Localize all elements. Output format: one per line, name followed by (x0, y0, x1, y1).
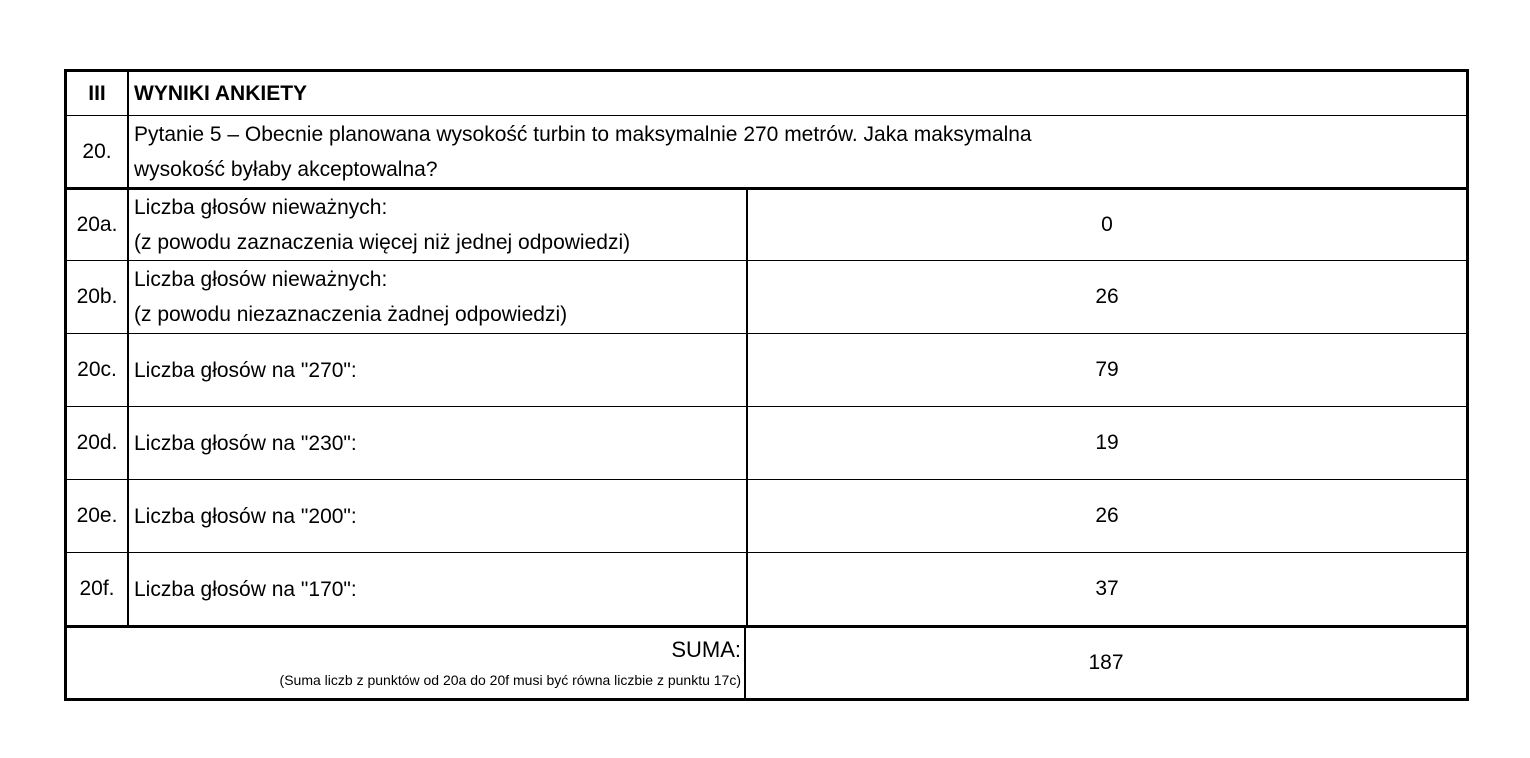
table-row-20a (67, 187, 1466, 260)
row-label-line-2: (z powodu niezaznaczenia żadnej odpowiedzi) (134, 303, 568, 326)
row-label (129, 553, 748, 625)
row-value: 37 (1095, 577, 1119, 600)
survey-results-table (64, 69, 1469, 701)
row-id: 20e. (67, 480, 129, 552)
row-label (129, 261, 748, 333)
question-text (129, 116, 1466, 187)
sum-row (67, 625, 1466, 698)
row-label-line-2: (z powodu zaznaczenia więcej niż jednej odpowiedzi) (134, 231, 631, 254)
section-header-row (67, 72, 1466, 115)
row-label-line-1: Liczba głosów nieważnych: (134, 268, 388, 291)
row-id: 20a. (67, 190, 129, 260)
row-id: 20f. (67, 553, 129, 625)
question-number: 20. (67, 116, 129, 187)
row-label-line-1: Liczba głosów na "270": (134, 358, 357, 382)
row-label-line-1: Liczba głosów na "170": (134, 577, 357, 601)
row-label-line-1: Liczba głosów na "230": (134, 431, 357, 455)
row-id: 20b. (67, 261, 129, 333)
row-label (129, 190, 748, 260)
table-row-20f (67, 552, 1466, 625)
table-row-20c (67, 333, 1466, 406)
row-id: 20d. (67, 407, 129, 479)
row-label-line-1: Liczba głosów nieważnych: (134, 196, 388, 219)
row-id: 20c. (67, 334, 129, 406)
table-row-20b (67, 260, 1466, 333)
sum-label: SUMA: (671, 637, 741, 662)
row-label (129, 407, 748, 479)
row-label (129, 334, 748, 406)
section-number: III (67, 72, 129, 115)
row-label-line-1: Liczba głosów na "200": (134, 504, 357, 528)
question-row (67, 115, 1466, 187)
sum-note: (Suma liczb z punktów od 20a do 20f musi być równa liczbie z punktu 17c) (279, 672, 741, 688)
row-value: 26 (1095, 285, 1119, 308)
question-line-1: Pytanie 5 – Obecnie planowana wysokość turbin to maksymalnie 270 metrów. Jaka maksymalna (134, 122, 1032, 146)
sum-label-cell (67, 628, 746, 698)
sum-value: 187 (1088, 651, 1124, 674)
row-label (129, 480, 748, 552)
section-title: WYNIKI ANKIETY (134, 82, 308, 105)
table-row-20e (67, 479, 1466, 552)
row-value: 79 (1095, 358, 1119, 381)
row-value: 0 (1101, 213, 1113, 236)
question-line-2: wysokość byłaby akceptowalna? (134, 157, 438, 181)
row-value: 26 (1095, 504, 1119, 527)
row-value: 19 (1095, 431, 1119, 454)
table-row-20d (67, 406, 1466, 479)
